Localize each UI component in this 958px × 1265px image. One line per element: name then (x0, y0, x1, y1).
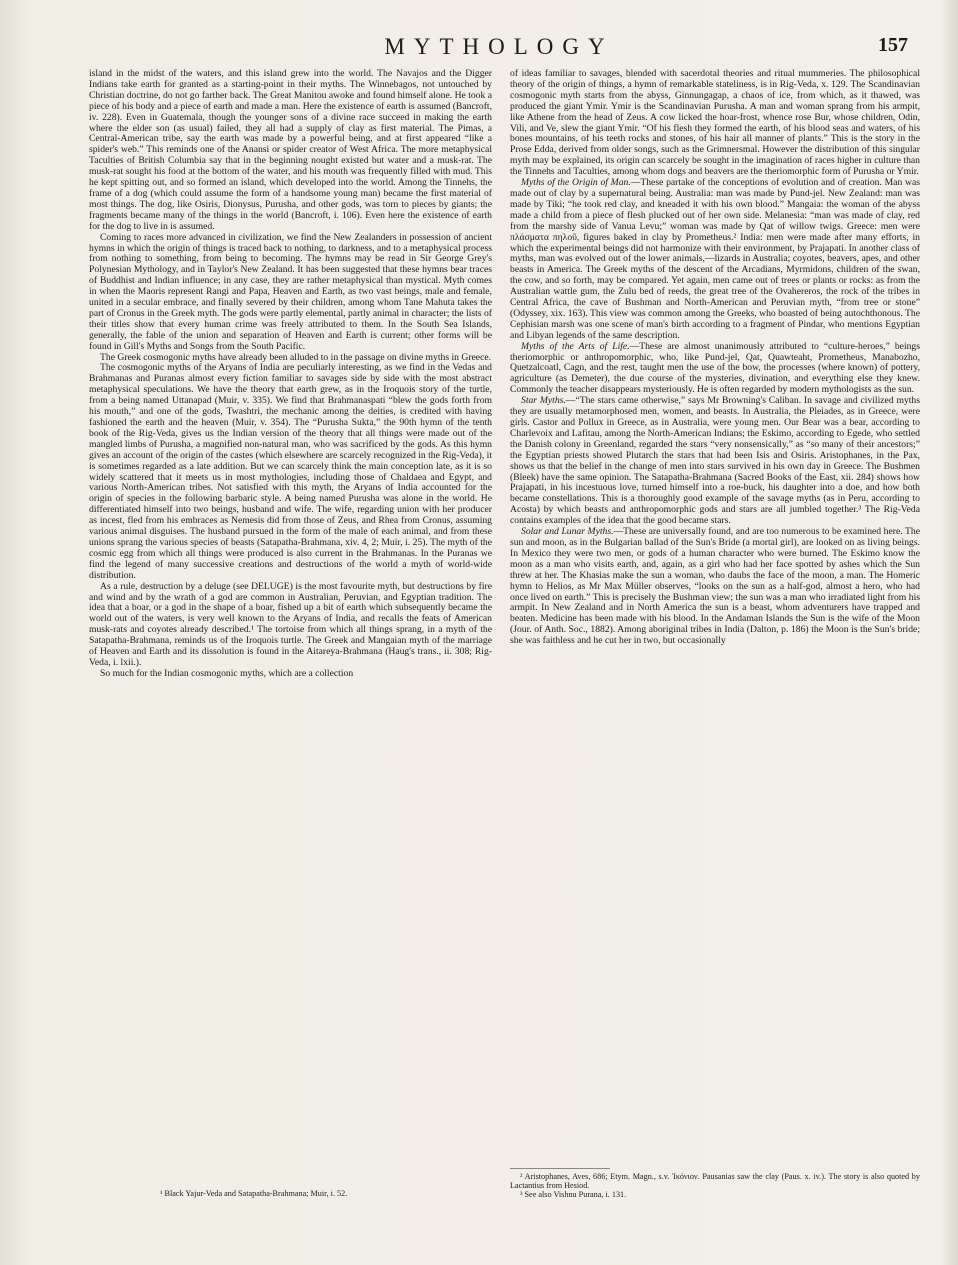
footnote-divider (510, 1168, 610, 1169)
paragraph: The Greek cosmogonic myths have already been alluded to in the passage on divine myths in Greece. (100, 351, 492, 363)
footnotes-left (150, 1189, 480, 1198)
section-paragraph (510, 178, 920, 342)
paragraph: of ideas familiar to savages, blended with sacerdotal theories and ritual mummeries. The philosophical theory of the origin of things, a hymn of remarkable stateliness, is in Rig-Veda, x. 129. The Scandinavian cosmogonic myth starts from the abyss, Ginnungagap, a chaos of ice, from which, as it thawed, was produced the giant Ymir. Ymir is the Scandinavian Purusha. A man and woman sprang from his armpit, like Athene from the head of Zeus. A cow licked the hoar-frost, whence rose Bur, whose children, Odin, Vili, and Ve, slew the giant Ymir. “Of his flesh they formed the earth, of his blood seas and waters, of his bones mountains, of his teeth rocks and stones, of his hair all manner of plants.” This is the story in the Prose Edda, derived from older songs, such as the Grimnersmal. However the distribution of this singular myth may be explained, its origin can scarcely be sought in the imagination of races higher in culture than the Tinnehs and Taculties, among whom dogs and beavers are the theriomorphic form of Purusha or Ymir. (510, 68, 920, 178)
left-column (89, 69, 492, 680)
section-heading: Myths of the Origin of Man. (521, 177, 631, 189)
paragraph: As a rule, destruction by a deluge (see DELUGE) is the most favourite myth, but destructions by fire and wind and by the wrath of a god are common in Australian, Peruvian, and Egyptian tradition. The idea that a boar, or a god in the shape of a boar, fished up a bit of earth which subsequently became the world out of the waters, is very well known to the Aryans of India, and recalls the feats of American musk-rats and coyotes already described.¹ The tortoise from which all things sprang, in a myth of the Satapatha-Brahmana, reminds us of the Iroquois turtle. The Greek and Mangaian myth of the marriage of Heaven and Earth and its dissolution is found in the Aitareya-Brahmana (Haug's trans., ii. 308; Rig-Veda, i. lxii.). (89, 580, 492, 668)
section-heading: Solar and Lunar Myths. (521, 526, 614, 538)
section-text: —“The stars came otherwise,” says Mr Browning's Caliban. In savage and civilized myths they are usually metamorphosed men, women, and beasts. In Australia, the Pleiades, as in Greece, were girls. Castor and Pollux in Greece, as in Australia, were young men. Our Bear was a bear, according to Charlevoix and Lafitau, among the North-American Indians; the Eskimo, according to Egede, who settled the Danish colony in Greenland, regarded the stars “very nonsensically,” as “so many of their ancestors;” the Egyptian priests showed Plutarch the stars that had been Isis and Osiris. Aristophanes, in the Pax, shows us that the belief in the change of men into stars survived in his own day in Greece. The Bushmen (Bleek) have the same opinion. The Satapatha-Brahmana (Sacred Books of the East, xii. 284) shows how Prajapati, in his incestuous love, turned himself into a roe-buck, his daughter into a doe, and how both became constellations. This is a thoroughly good example of the savage myths (as in Peru, according to Acosta) by which beasts and anthropomorphic gods and stars are all jumbled together.³ The Rig-Veda contains examples of the idea that the good became stars. (510, 395, 920, 527)
footnote: ² Aristophanes, Aves, 686; Etym. Magn., s.v. Ἰκόνιον. Pausanias saw the clay (Paus. x. iv.). The story is also quoted by Lactantius from Hesiod. (510, 1172, 920, 1190)
footnote: ³ See also Vishnu Purana, i. 131. (520, 1190, 627, 1199)
running-head (80, 34, 918, 64)
section-text: —These are universally found, and are too numerous to be examined here. The sun and moon, as in the Bulgarian ballad of the Sun's Bride (a mortal girl), are looked on as living beings. In Mexico they were two men, or gods of a human character who were burned. The Eskimo know the moon as a man who visits earth, and, again, as a girl who had her face spotted by ashes which the Sun threw at her. The Khasias make the sun a woman, who daubs the face of the moon, a man. The Homeric hymn to Helios, as Mr Max Müller observes, “looks on the sun as a half-god, almost a hero, who had once lived on earth.” This is precisely the Bushman view; the sun was a man who irradiated light from his armpit. In New Zealand and in North America the sun is a beast, whom adventurers have trapped and beaten. Medicine has been made with his blood. In the Andaman Islands the Sun is the wife of the Moon (Jour. of Anth. Soc., 1882). Among aboriginal tribes in India (Dalton, p. 186) the Moon is the Sun's bride; she was faithless and he cut her in two, but occasionally (510, 526, 920, 647)
paragraph: So much for the Indian cosmogonic myths, which are a collection (100, 667, 354, 679)
section-text: —These partake of the conceptions of evolution and of creation. Man was made out of clay by a supernatural being. Australia: man was made by Pund-jel. New Zealand: man was made by Tiki; “he took red clay, and kneaded it with his own blood.” Mangaia: the woman of the abyss made a child from a piece of flesh plucked out of her own side. Melanesia: “man was made of clay, red from the marshy side of Vanua Levu;” woman was made by Qat of willow twigs. Greece: men were πλάσματα πηλοῦ, figures baked in clay by Prometheus.² India: men were made after many efforts, in which the experimental beings did not harmonize with their environment, by Prajapati. In another class of myths, man was evolved out of the lower animals,—lizards in Australia; coyotes, beavers, apes, and other beasts in America. The Greek myths of the descent of the Arcadians, Myrmidons, children of the swan, the cow, and so forth, may be compared. Yet again, men came out of trees or plants or rocks: as from the Australian wattle gum, the Zulu bed of reeds, the great tree of the Ovahereros, the rock of the tribes in Central Africa, the cave of Bushman and North-American and Peruvian myth, “from tree or stone” (Odyssey, xix. 163). This view was common among the Greeks, who boasted of being autochthonous. The Cephisian marsh was one scene of man's birth according to a fragment of Pindar, who mentions Egyptian and Libyan legends of the same description. (510, 177, 920, 341)
paragraph: island in the midst of the waters, and this island grew into the world. The Navajos and the Digger Indians take earth for granted as a starting-point in their myths. The Winnebagos, not untouched by Christian doctrine, do not go farther back. The Great Manitou awoke and found himself alone. He took a piece of his body and a piece of earth and made a man. Here the existence of earth is assumed (Bancroft, iv. 228). Even in Guatemala, though the younger sons of a divine race succeed in making the earth where the elder son (as usual) failed, they all had a supply of clay as first material. The Pimas, a Central-American tribe, say the earth was made by a powerful being, and at first appeared “like a spider's web.” This reminds one of the Anansi or spider creator of West Africa. The more metaphysical Taculties of British Columbia say that in the beginning nought existed but water and a musk-rat. The musk-rat sought his food at the bottom of the water, and his mouth was frequently filled with mud. This he kept spitting out, and so formed an island, which developed into the world. Among the Tinnehs, the frame of a dog (which could assume the form of a handsome young man) became the first material of most things. The dog, like Osiris, Dionysus, Purusha, and other gods, was torn to pieces by giants; the fragments became many of the things in the world (Bancroft, i. 106). Even here the existence of earth for the dog to live in is assumed. (89, 68, 493, 232)
section-heading: Myths of the Arts of Life. (521, 340, 630, 352)
section-paragraph (510, 527, 920, 647)
section-text: —These are almost unanimously attributed to “culture-heroes,” beings theriomorphic or anthropomorphic, who, like Pund-jel, Qat, Quawteaht, Prometheus, Manabozho, Quetzalcoatl, Cagn, and the rest, taught men the use of the bow, the processes (where known) of pottery, agriculture (as Demeter), the due course of the mysteries, divination, and everything else they knew. Commonly the teacher disappears mysteriously. He is often regarded by modern mythologists as the sun. (510, 340, 920, 396)
section-paragraph (510, 396, 920, 527)
footnote: ¹ Black Yajur-Veda and Satapatha-Brahmana; Muir, i. 52. (160, 1189, 348, 1198)
page-title: MYTHOLOGY (384, 34, 614, 59)
page-number: 157 (878, 34, 908, 56)
footnotes-right (510, 1172, 920, 1199)
section-heading: Star Myths. (521, 395, 566, 407)
right-column (510, 69, 920, 647)
section-paragraph (510, 342, 920, 397)
paragraph: Coming to races more advanced in civilization, we find the New Zealanders in possession of ancient hymns in which the origin of things is traced back to nothing, to darkness, and to a metaphysical process from nothing to something, from being to becoming. The hymns may be read in Sir George Grey's Polynesian Mythology, and in Taylor's New Zealand. It has been suggested that these hymns bear traces of Buddhist and Indian influence; in any case, they are rather metaphysical than mystical. Myth comes in when the Maoris represent Rangi and Papa, Heaven and Earth, as two vast beings, male and female, united in a secular embrace, and finally severed by their children, among whom Tane Mahuta takes the part of Cronus in the Greek myth. The gods were partly elemental, partly animal in character; the lists of their titles show that every human crime was freely attributed to them. In the South Sea Islands, generally, the fable of the union and separation of Heaven and Earth is current; other forms will be found in Gill's Myths and Songs from the South Pacific. (89, 231, 492, 352)
paragraph: The cosmogonic myths of the Aryans of India are peculiarly interesting, as we find in the Vedas and Brahmanas and Puranas almost every fiction familiar to savages side by side with the most abstract metaphysical speculations. We have the theory that earth grew, as in the Iroquois story of the turtle, from a being named Uttanapad (Muir, v. 335). We find that Brahmanaspati “blew the gods forth from his mouth,” and one of the gods, Twashtri, the mechanic among the deities, is credited with having fashioned the earth and the heaven (Muir, v. 354). The “Purusha Sukta,” the 90th hymn of the tenth book of the Rig-Veda, gives us the Indian version of the theory that all things were made out of the mangled limbs of Purusha, a magnified non-natural man, who was sacrificed by the gods. As this hymn gives an account of the origin of the castes (which elsewhere are scarcely recognized in the Rig-Veda), it is sometimes regarded as a late addition. But we can scarcely think the main conception late, as it is so widely scattered that it meets us in most mythologies, including those of Chaldaea and Egypt, and various North-American tribes. Not satisfied with this myth, the Aryans of India accounted for the origin of species in the following barbaric style. A being named Purusha was alone in the world. He differentiated himself into two beings, husband and wife. The wife, regarding union with her producer as incest, fled from his embraces as Nemesis did from those of Zeus, and Rhea from Cronus, assuming various animal disguises. The husband pursued in the form of the male of each animal, and from these unions sprang the various species of beasts (Satapatha-Brahmana, xiv. 4, 2; Muir, i. 25). The myth of the cosmic egg from which all things were produced is also current in the Brahmanas. In the Puranas we find the legend of many successive creations and destructions of the world a myth of world-wide distribution. (89, 362, 493, 581)
